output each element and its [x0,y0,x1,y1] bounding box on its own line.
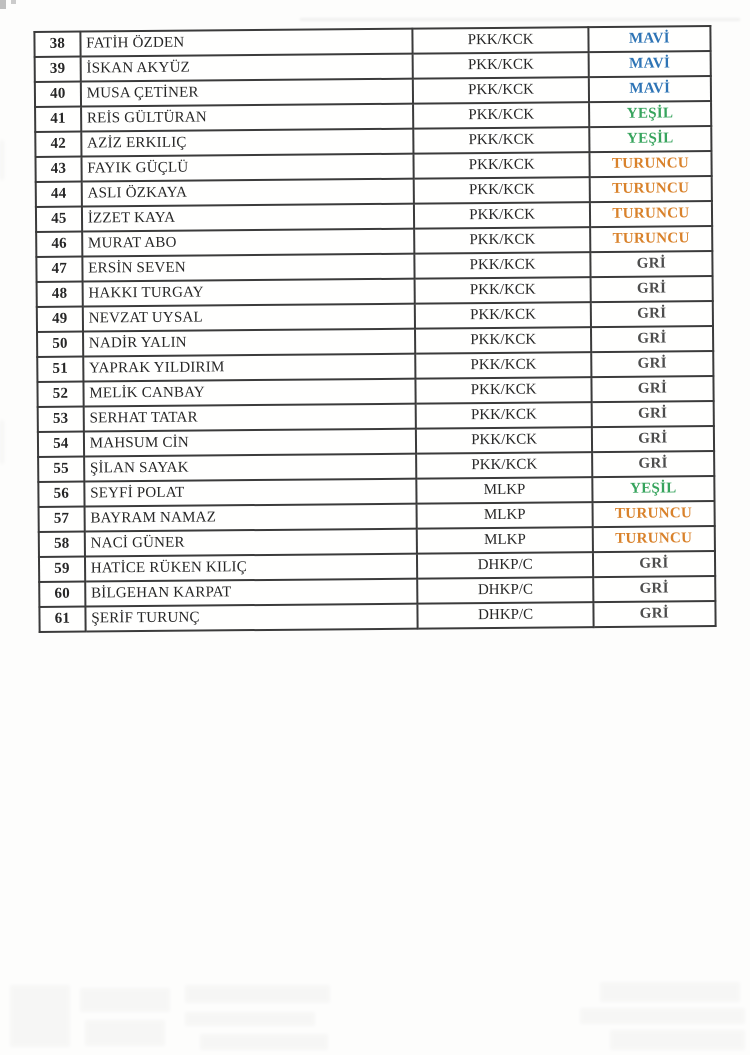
color-code-cell: GRİ [591,401,713,427]
organization-cell: PKK/KCK [413,102,589,129]
color-code-cell: MAVİ [588,51,710,77]
color-code-cell: GRİ [592,426,714,452]
row-number-cell: 50 [37,332,83,357]
row-number-cell: 51 [37,357,83,382]
color-code-cell: MAVİ [589,76,711,102]
organization-cell: PKK/KCK [415,302,591,329]
name-cell: MELİK CANBAY [83,379,416,407]
name-cell: HATİCE RÜKEN KILIÇ [85,554,418,582]
organization-cell: PKK/KCK [416,352,592,379]
color-code-cell: MAVİ [588,26,710,52]
color-code-cell: TURUNCU [589,151,711,177]
row-number-cell: 55 [38,457,84,482]
name-cell: MUSA ÇETİNER [81,79,414,107]
name-cell: REİS GÜLTÜRAN [81,104,414,132]
row-number-cell: 38 [34,32,80,57]
scan-artifact-streak [300,18,740,21]
organization-cell: MLKP [417,502,593,529]
row-number-cell: 60 [39,582,85,607]
organization-cell: MLKP [417,527,593,554]
name-cell: SEYFİ POLAT [84,479,417,507]
organization-cell: PKK/KCK [416,427,592,454]
name-cell: BİLGEHAN KARPAT [85,579,418,607]
organization-cell: PKK/KCK [415,327,591,354]
organization-cell: PKK/KCK [413,77,589,104]
name-cell: İZZET KAYA [82,204,415,232]
row-number-cell: 59 [39,557,85,582]
scan-artifact-bleedthrough [10,985,70,1047]
scan-artifact-bleedthrough [185,1012,315,1026]
organization-cell: PKK/KCK [416,377,592,404]
scan-artifact-left-edge [0,420,4,464]
scan-artifact-top-left [0,0,6,9]
color-code-cell: GRİ [590,276,712,302]
color-code-cell: TURUNCU [593,526,715,552]
row-number-cell: 57 [39,507,85,532]
color-code-cell: GRİ [593,601,715,627]
color-code-cell: TURUNCU [589,176,711,202]
name-cell: FAYIK GÜÇLÜ [81,154,414,182]
row-number-cell: 53 [38,407,84,432]
name-cell: ŞİLAN SAYAK [84,454,417,482]
name-cell: HAKKI TURGAY [82,279,415,307]
row-number-cell: 41 [35,107,81,132]
row-number-cell: 58 [39,532,85,557]
row-number-cell: 52 [37,382,83,407]
organization-cell: PKK/KCK [414,202,590,229]
name-cell: SERHAT TATAR [83,404,416,432]
color-code-cell: GRİ [593,576,715,602]
name-cell: ŞERİF TURUNÇ [85,604,418,632]
organization-cell: DHKP/C [418,602,594,629]
color-code-cell: TURUNCU [590,201,712,227]
organization-cell: PKK/KCK [415,227,591,254]
organization-cell: PKK/KCK [413,52,589,79]
name-cell: ERSİN SEVEN [82,254,415,282]
organization-cell: PKK/KCK [414,177,590,204]
scan-artifact-bleedthrough [200,1034,328,1050]
organization-cell: PKK/KCK [413,27,589,54]
table-body [34,26,715,632]
row-number-cell: 46 [36,232,82,257]
name-cell: ASLI ÖZKAYA [81,179,414,207]
color-code-cell: GRİ [591,351,713,377]
row-number-cell: 61 [39,607,85,632]
scan-artifact-bleedthrough [600,982,740,1002]
color-code-cell: TURUNCU [592,501,714,527]
organization-cell: PKK/KCK [414,152,590,179]
row-number-cell: 54 [38,432,84,457]
row-number-cell: 45 [36,207,82,232]
organization-cell: DHKP/C [417,552,593,579]
row-number-cell: 44 [36,182,82,207]
name-cell: NEVZAT UYSAL [83,304,416,332]
color-code-cell: GRİ [591,326,713,352]
name-cell: NADİR YALIN [83,329,416,357]
color-code-cell: GRİ [593,551,715,577]
name-cell: MURAT ABO [82,229,415,257]
organization-cell: MLKP [417,477,593,504]
scan-artifact-bleedthrough [610,1030,745,1050]
organization-cell: PKK/KCK [414,127,590,154]
name-cell: AZİZ ERKILIÇ [81,129,414,157]
color-code-cell: GRİ [590,251,712,277]
scan-artifact-top-left-2 [11,0,16,4]
name-cell: NACİ GÜNER [85,529,418,557]
scan-artifact-bleedthrough [85,1020,165,1046]
row-number-cell: 42 [35,132,81,157]
table-container [33,25,716,633]
color-code-cell: YEŞİL [592,476,714,502]
row-number-cell: 40 [35,82,81,107]
row-number-cell: 47 [36,257,82,282]
color-code-cell: TURUNCU [590,226,712,252]
organization-cell: PKK/KCK [417,452,593,479]
name-cell: YAPRAK YILDIRIM [83,354,416,382]
row-number-cell: 49 [37,307,83,332]
name-cell: BAYRAM NAMAZ [84,504,417,532]
scan-artifact-left-edge [0,140,4,180]
table-row [39,601,715,632]
detainee-list-table [33,25,716,633]
organization-cell: PKK/KCK [416,402,592,429]
row-number-cell: 39 [35,57,81,82]
name-cell: İSKAN AKYÜZ [80,54,413,82]
scan-artifact-bleedthrough [80,988,170,1012]
scan-artifact-bleedthrough [185,985,330,1003]
color-code-cell: GRİ [592,451,714,477]
color-code-cell: GRİ [591,301,713,327]
row-number-cell: 43 [35,157,81,182]
color-code-cell: YEŞİL [589,101,711,127]
row-number-cell: 56 [38,482,84,507]
color-code-cell: GRİ [591,376,713,402]
organization-cell: PKK/KCK [415,277,591,304]
row-number-cell: 48 [37,282,83,307]
scan-artifact-bleedthrough [580,1008,745,1024]
name-cell: MAHSUM CİN [84,429,417,457]
color-code-cell: YEŞİL [589,126,711,152]
organization-cell: DHKP/C [418,577,594,604]
organization-cell: PKK/KCK [415,252,591,279]
name-cell: FATİH ÖZDEN [80,29,413,57]
